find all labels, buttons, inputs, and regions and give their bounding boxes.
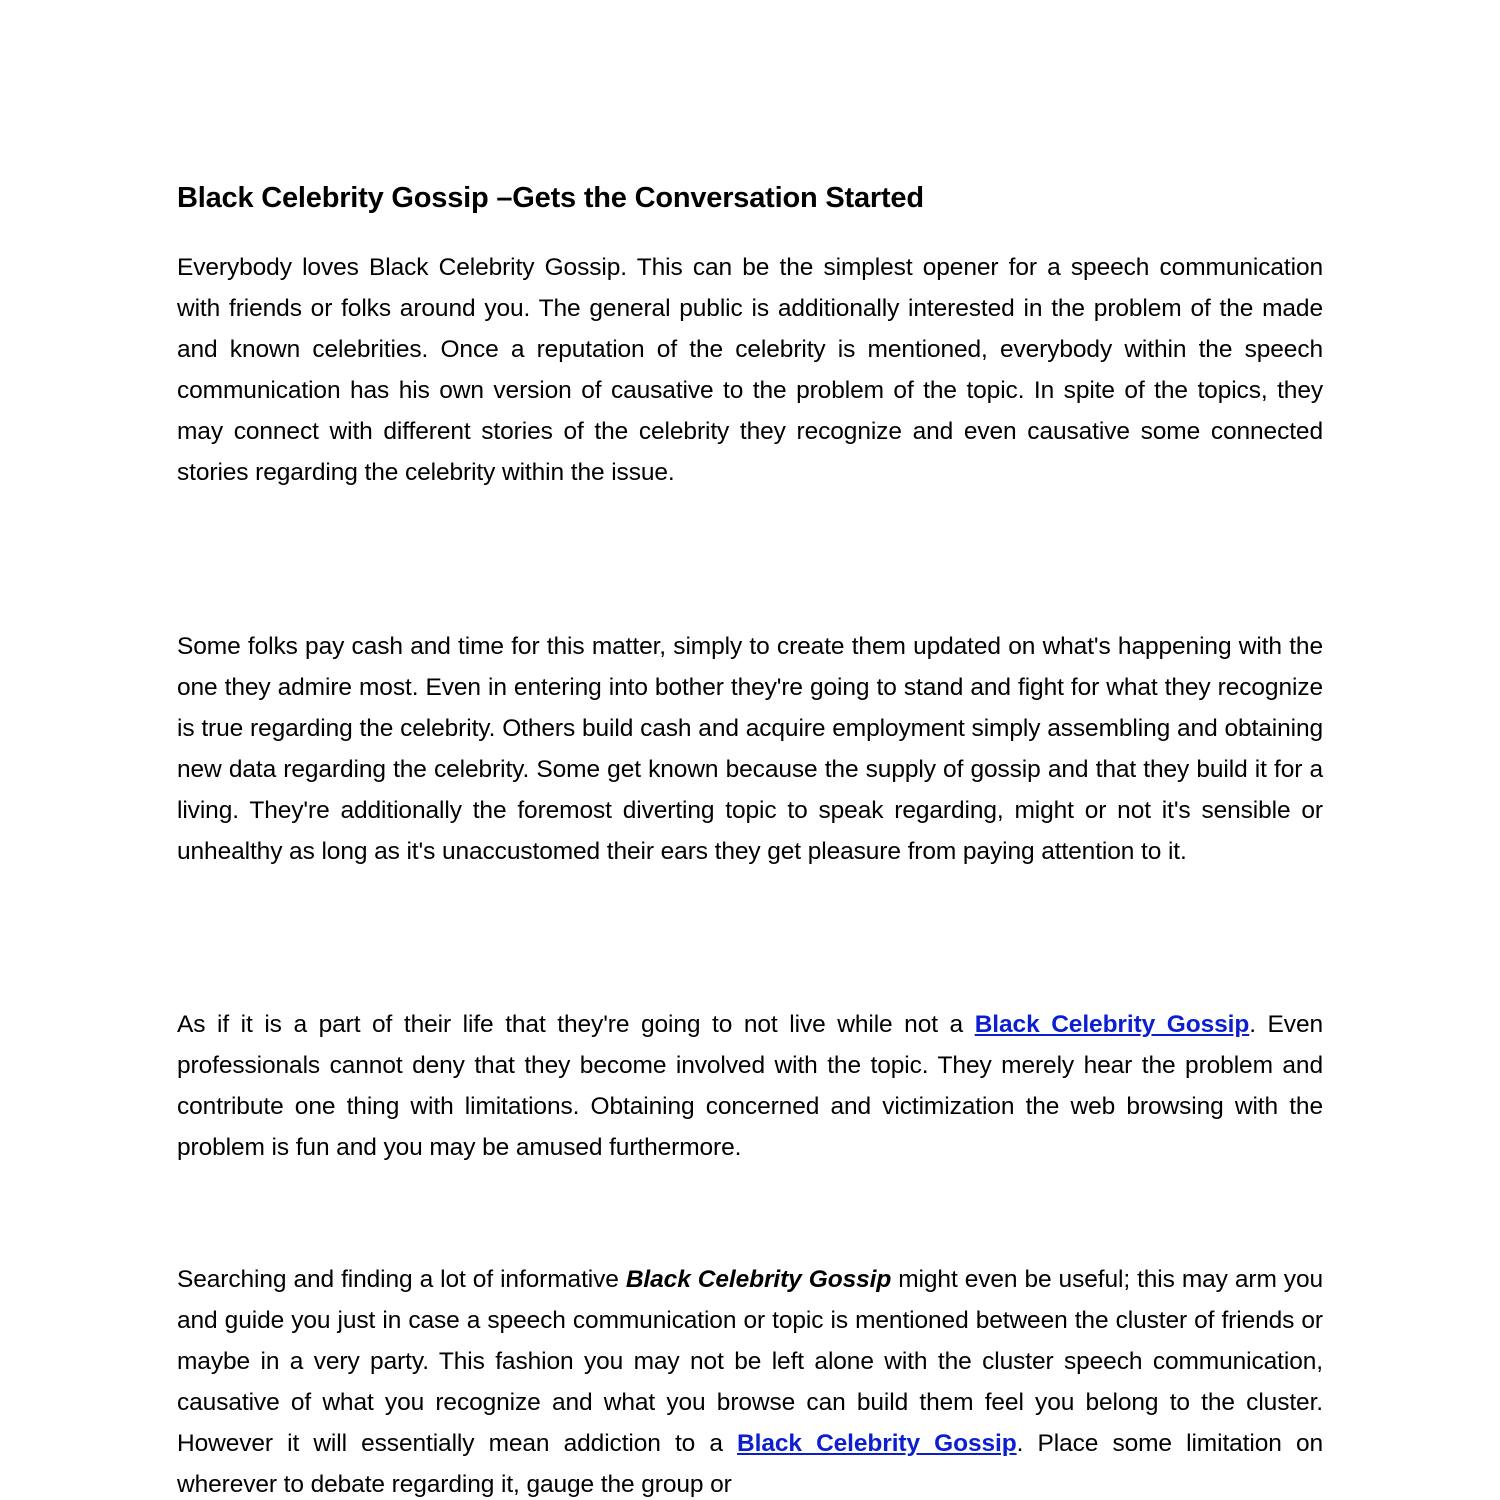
paragraph-3 [177, 1004, 1323, 1168]
paragraph-4-text-end: . Place some limitation on wherever to debate regarding it, gauge the group or [177, 1430, 1323, 1498]
paragraph-4 [177, 1259, 1323, 1500]
black-celebrity-gossip-link[interactable]: Black Celebrity Gossip [974, 1011, 1250, 1038]
paragraph-2: Some folks pay cash and time for this matter, simply to create them updated on what's happening with the one they admire most. Even in entering into bother they're going to stand and fight for what they recognize is true regarding the celebrity. Others build cash and acquire employment simply assembling and obtaining new data regarding the celebrity. Some get known because the supply of gossip and that they build it for a living. They're additionally the foremost diverting topic to speak regarding, might or not it's sensible or unhealthy as long as it's unaccustomed their ears they get pleasure from paying attention to it. [177, 633, 1323, 865]
paragraph-3-text-before-link: As if it is a part of their life that they're going to not live while not a [177, 1011, 975, 1038]
paragraph-4-text-start: Searching and finding a lot of informative [177, 1266, 626, 1293]
emphasized-phrase: Black Celebrity Gossip [625, 1266, 892, 1293]
document-content [177, 176, 1324, 1498]
paragraph-4-text-middle: might even be useful; this may arm you and guide you just in case a speech communication or topic is mentioned between the cluster of friends or maybe in a very party. This fashion you may not be left alone with the cluster speech communication, causative of what you recognize and what you browse can build them feel you belong to the cluster. However it will essentially mean addiction to a [177, 1266, 1324, 1457]
document-title: Black Celebrity Gossip –Gets the Conversation Started [177, 182, 924, 214]
paragraph-3-text-after-link: . Even professionals cannot deny that they become involved with the topic. They merely hear the problem and contribute one thing with limitations. Obtaining concerned and victimization the web browsing with the problem is fun and you may be amused furthermore. [177, 1011, 1324, 1161]
paragraph-1: Everybody loves Black Celebrity Gossip. This can be the simplest opener for a speech communication with friends or folks around you. The general public is additionally interested in the problem of the made and known celebrities. Once a reputation of the celebrity is mentioned, everybody within the speech communication has his own version of causative to the problem of the topic. In spite of the topics, they may connect with different stories of the celebrity they recognize and even causative some connected stories regarding the celebrity within the issue. [177, 254, 1323, 486]
black-celebrity-gossip-link-2[interactable]: Black Celebrity Gossip [737, 1430, 1017, 1457]
